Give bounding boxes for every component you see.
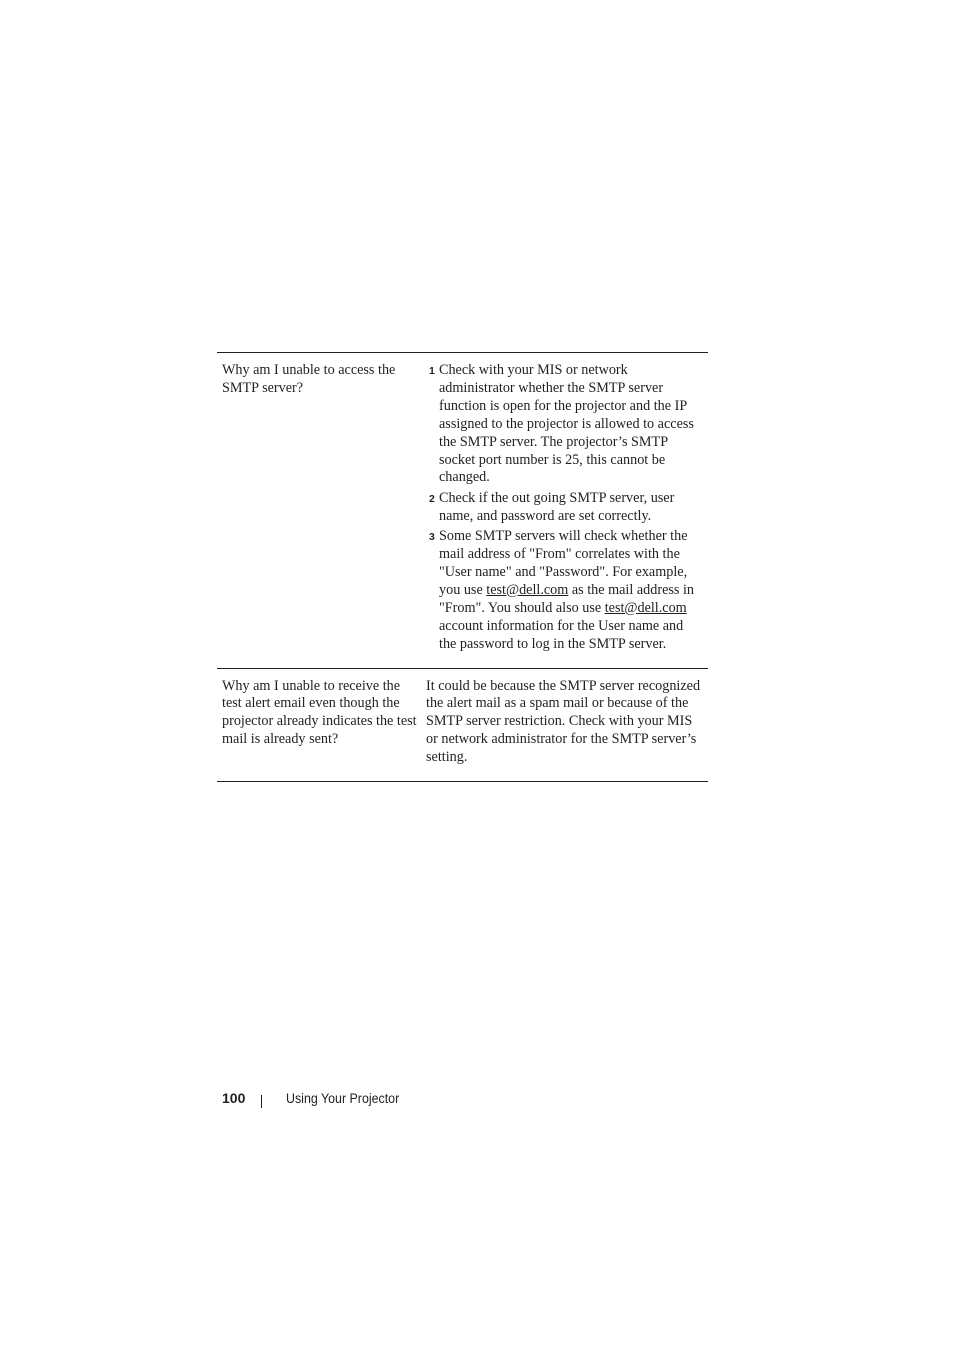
- step-number: 2: [429, 492, 435, 505]
- faq-answer-steps: [424, 362, 708, 654]
- answer-step-2: [424, 490, 704, 526]
- faq-question: Why am I unable to access the SMTP server?: [222, 362, 396, 396]
- faq-row-smtp-access: [217, 353, 708, 669]
- page-number: 100: [222, 1090, 246, 1106]
- step-text: Check if the out going SMTP server, user name, and password are set correctly.: [439, 489, 675, 524]
- section-title: Using Your Projector: [286, 1090, 400, 1106]
- step-number: 3: [429, 531, 435, 544]
- page-footer: [222, 1088, 409, 1108]
- step-text: Check with your MIS or network administrator whether the SMTP server function is open for the projector and the IP assigned to the projector is allowed to access the SMTP server. The projector’s SMTP socket port number is 25, this cannot be changed.: [439, 362, 694, 486]
- step-text-part: account information for the User name and the password to log in the SMTP server.: [439, 617, 684, 652]
- step-number: 1: [429, 365, 435, 377]
- faq-row-test-alert: [217, 669, 708, 783]
- step-text: [439, 528, 704, 653]
- answer-step-1: [424, 362, 704, 487]
- step-text-part: as the mail address in "From". You should also use: [439, 581, 694, 616]
- faq-table: [217, 352, 708, 782]
- footer-divider: [261, 1095, 262, 1108]
- email-link[interactable]: test@dell.com: [486, 581, 569, 598]
- faq-answer: It could be because the SMTP server recognized the alert mail as a spam mail or because of the SMTP server restriction. Check with your MIS or network administrator for the SMTP server’s setting.: [426, 677, 701, 766]
- step-text-part: Some SMTP servers will check whether the mail address of "From" correlates with the "User name" and "Password". For example, you use: [439, 528, 688, 598]
- email-link[interactable]: test@dell.com: [604, 599, 687, 616]
- faq-question: Why am I unable to receive the test alert email even though the projector already indicates the test mail is already sent?: [222, 677, 417, 748]
- answer-step-3: [424, 528, 704, 653]
